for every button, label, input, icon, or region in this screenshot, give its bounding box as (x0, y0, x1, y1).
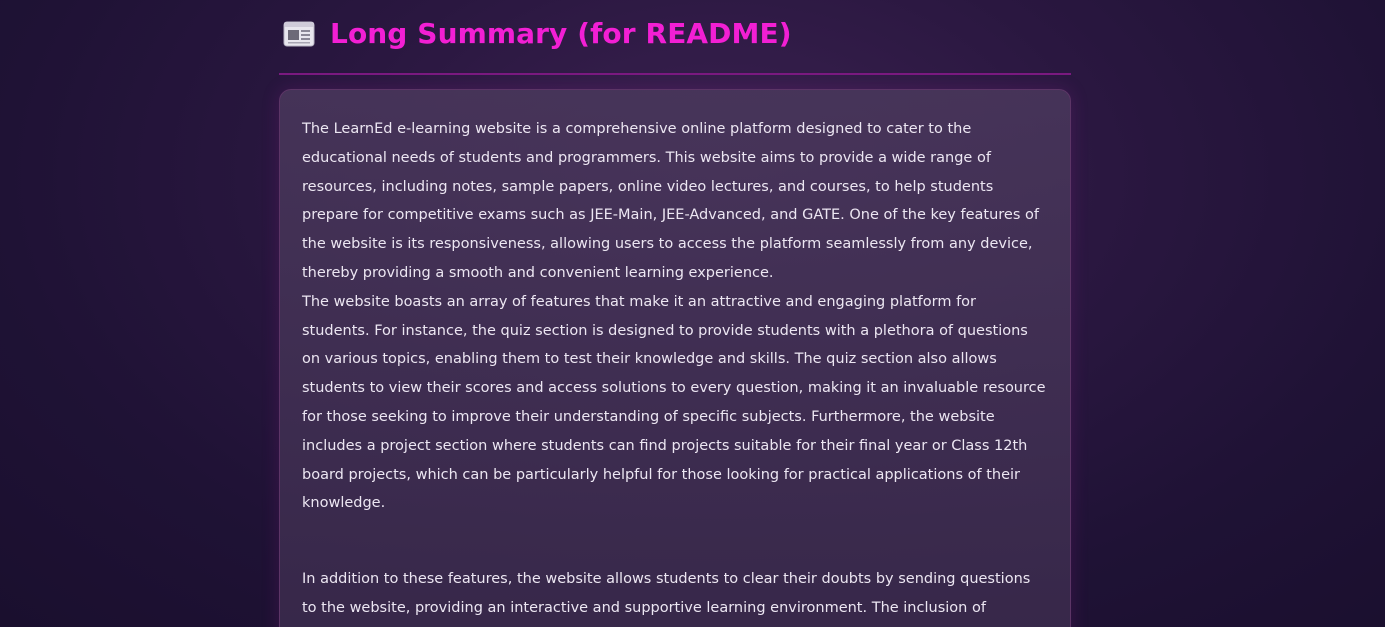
section-header (279, 0, 1071, 75)
summary-card (279, 89, 1071, 627)
summary-section (279, 0, 1071, 616)
newspaper-icon (283, 20, 315, 48)
summary-paragraph-2: The website boasts an array of features that make it an attractive and engaging platform for students. For instance, the quiz section is designed to provide students with a plethora of questions on various topics, enabling them to test their knowledge and skills. The quiz section also allows students to view their scores and access solutions to every question, making it an invaluable resource for those seeking to improve their understanding of specific subjects. Furthermore, the website includes a project section where students can find projects suitable for their final year or Class 12th board projects, which can be particularly helpful for those looking for practical applications of their knowledge. (302, 293, 1046, 512)
section-title: Long Summary (for README) (330, 17, 792, 50)
summary-paragraph-1: The LearnEd e-learning website is a comprehensive online platform designed to cater to the educational needs of students and programmers. This website aims to provide a wide range of resources, including notes, sample papers, online video lectures, and courses, to help students prepare for competitive exams such as JEE-Main, JEE-Advanced, and GATE. One of the key features of the website is its responsiveness, allowing users to access the platform seamlessly from any device, thereby providing a smooth and convenient learning experience. (302, 121, 1039, 281)
summary-paragraph-3: In addition to these features, the website allows students to clear their doubts by sending questions to the website, providing an interactive and supportive learning environment. The inclusion of (302, 571, 1031, 616)
